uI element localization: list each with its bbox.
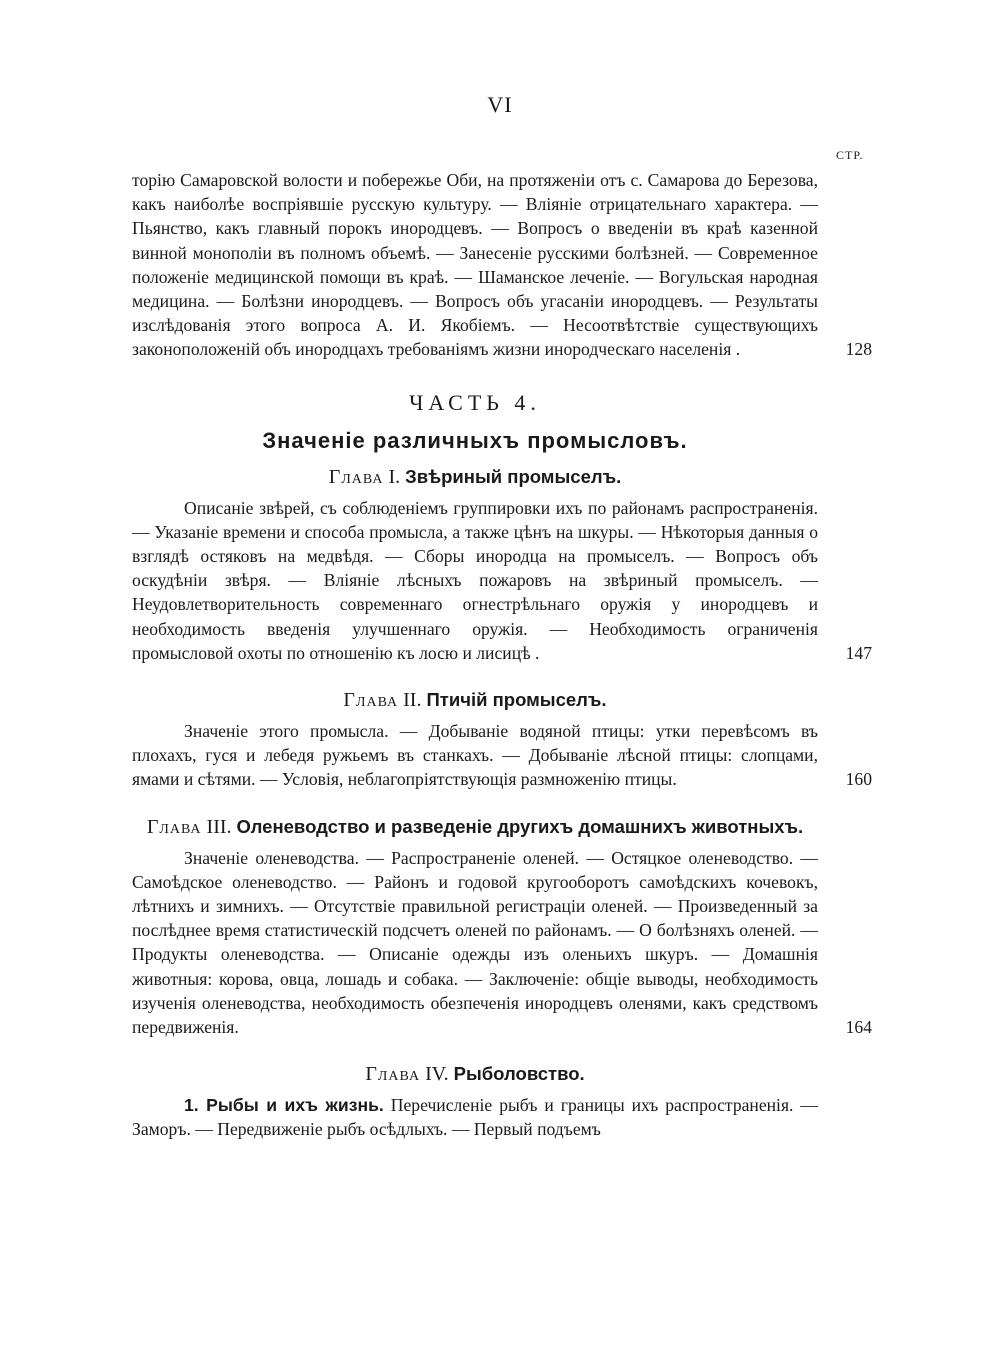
intro-page-ref: 128 bbox=[845, 339, 872, 360]
chapter-word: Глава bbox=[365, 1063, 421, 1086]
chapter-numeral: II. bbox=[403, 689, 422, 712]
chapter-title: Птичій промыселъ. bbox=[426, 689, 607, 711]
chapter-numeral: I. bbox=[388, 465, 401, 488]
chapter-4-heading bbox=[132, 1061, 818, 1087]
part-title: Значеніе различныхъ промысловъ. bbox=[262, 427, 688, 453]
intro-entry bbox=[132, 168, 872, 362]
chapter-1-heading bbox=[132, 464, 818, 490]
chapter-3-heading bbox=[132, 814, 818, 840]
chapter-3-text: Значеніе оленеводства. — Распространеніе оленей. — Остяцкое оленеводство. — Самоѣдское оленеводство. — Районъ и годовой кругооборотъ самоѣдскихъ кочевокъ, лѣтнихъ и зимнихъ. — Отсутствіе правильной регистраціи оленей. — Произведенный за послѣднее время статистическій подсчетъ оленей по районамъ. — О болѣзняхъ оленей. — Продукты оленеводства. — Описаніе одежды изъ оленьихъ шкуръ. — Домашнія животныя: корова, овца, лошадь и собака. — Заключеніе: общіе выводы, необходимость изученія оленеводства, необходимость обезпеченія инородцевъ оленями, какъ средствомъ передвиженія. bbox=[132, 847, 818, 1038]
chapter-2-page-ref: 160 bbox=[845, 769, 872, 790]
fishing-section-text: Перечисленіе рыбъ и границы ихъ распространенія. — Заморъ. — Передвиженіе рыбъ осѣдлыхъ. — Первый подъемъ bbox=[132, 1095, 819, 1140]
chapter-word: Глава bbox=[328, 465, 384, 488]
fishing-section-entry bbox=[132, 1093, 818, 1141]
page-number: VI bbox=[487, 92, 513, 117]
page-column-label: СТР. bbox=[836, 148, 864, 162]
chapter-2-heading bbox=[132, 687, 818, 713]
chapter-3-page-ref: 164 bbox=[845, 1017, 872, 1038]
chapter-word: Глава bbox=[146, 815, 202, 838]
chapter-2-entry bbox=[132, 719, 872, 792]
chapter-word: Глава bbox=[343, 689, 399, 712]
intro-text: торію Самаровской волости и побережье Оби, на протяженіи отъ с. Самарова до Березова, какъ наиболѣе воспріявшіе русскую культуру. — Вліяніе отрицательнаго характера. — Пьянство, какъ главный порокъ инородцевъ. — Вопросъ о введеніи въ краѣ казенной винной монополіи въ полномъ объемѣ. — Занесеніе русскими болѣзней. — Современное положеніе медицинской помощи въ краѣ. — Шаманское леченіе. — Вогульская народная медицина. — Болѣзни инородцевъ. — Вопросъ объ угасаніи инородцевъ. — Результаты изслѣдованія этого вопроса А. И. Якобіемъ. — Несоотвѣтствіе существующихъ законоположеній объ инородцахъ требованіямъ жизни инородческаго населенія . bbox=[132, 170, 818, 360]
part-heading: ЧАСТЬ 4. bbox=[409, 389, 541, 415]
chapter-2-text: Значеніе этого промысла. — Добываніе водяной птицы: утки перевѣсомъ въ плохахъ, гуся и лебедя ружьемъ въ станкахъ. — Добываніе лѣсной птицы: слопцами, ямами и сѣтями. — Условія, неблагопріятствующія размноженію птицы. bbox=[132, 721, 818, 790]
chapter-3-entry bbox=[132, 846, 872, 1040]
chapter-1-text: Описаніе звѣрей, съ соблюденіемъ группировки ихъ по районамъ распространенія. — Указаніе времени и способа промысла, а также цѣнъ на шкуры. — Нѣкоторыя данныя о взглядѣ остяковъ на медвѣдя. — Сборы инородца на промыселъ. — Вопросъ объ оскудѣніи звѣря. — Вліяніе лѣсныхъ пожаровъ на звѣриный промыселъ. — Неудовлетворительность современнаго огнестрѣльнаго оружія у инородцевъ и необходимость введенія улучшеннаго оружія. — Необходимость ограниченія промысловой охоты по отношенію къ лосю и лисицѣ . bbox=[132, 497, 818, 663]
chapter-1-page-ref: 147 bbox=[845, 642, 872, 663]
chapter-title: Рыболовство. bbox=[453, 1063, 585, 1085]
chapter-numeral: III. bbox=[206, 815, 232, 838]
chapter-numeral: IV. bbox=[425, 1063, 449, 1086]
table-of-contents bbox=[132, 168, 872, 1142]
chapter-1-entry bbox=[132, 496, 872, 665]
fishing-section-lead: 1. Рыбы и ихъ жизнь. bbox=[184, 1095, 384, 1116]
chapter-title: Звѣриный промыселъ. bbox=[405, 465, 622, 487]
chapter-title: Оленеводство и разведеніе другихъ домашнихъ животныхъ. bbox=[236, 815, 804, 837]
